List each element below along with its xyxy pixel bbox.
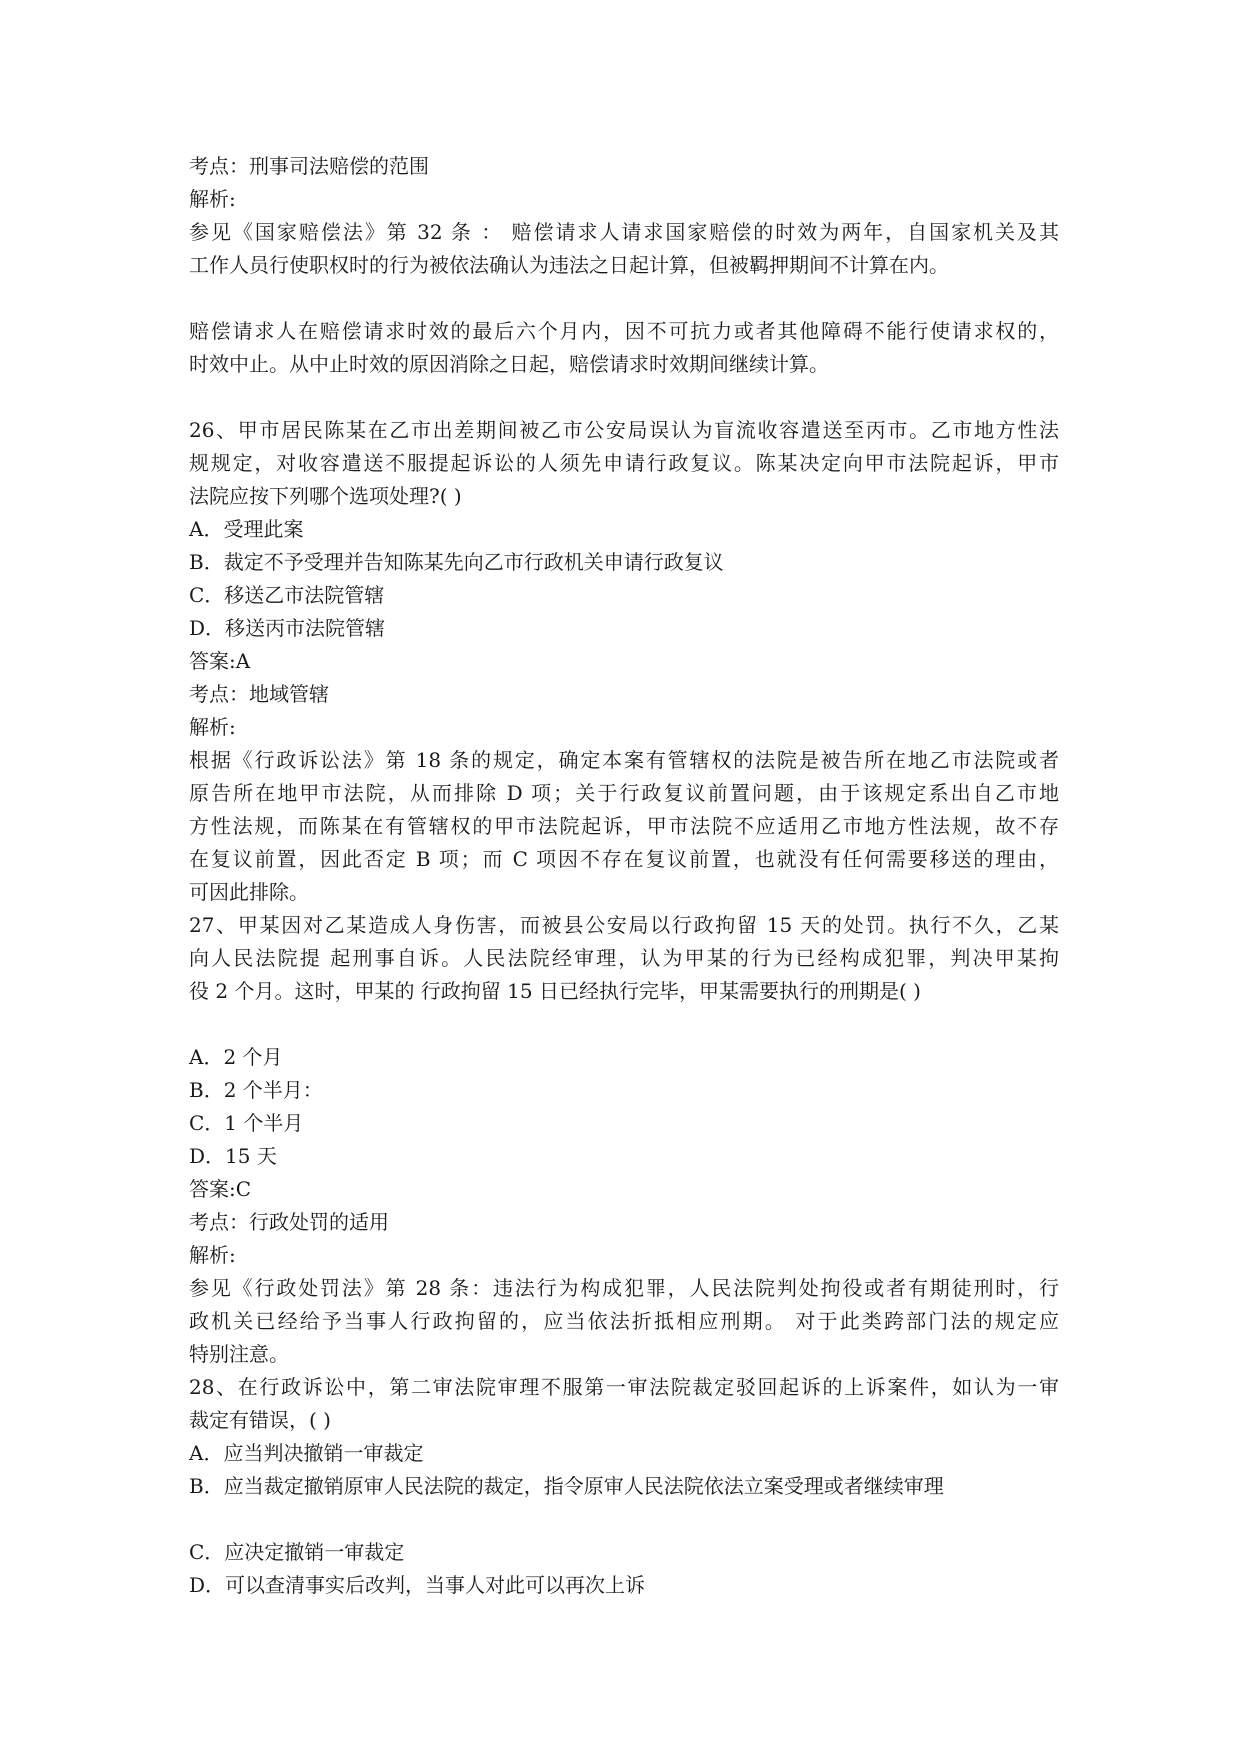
text-line: 规规定，对收容遣送不服提起诉讼的人须先申请行政复议。陈某决定向甲市法院起诉，甲市 — [189, 451, 1059, 475]
blank-line — [189, 1008, 1059, 1041]
text-line: 根据《行政诉讼法》第 18 条的规定，确定本案有管辖权的法院是被告所在地乙市法院或者 — [189, 748, 1059, 772]
text-line: B．裁定不予受理并告知陈某先向乙市行政机关申请行政复议 — [189, 550, 724, 574]
text-line: 考点：地域管辖 — [189, 682, 329, 706]
text-line: 特别注意。 — [189, 1342, 289, 1366]
text-line: 裁定有错误，( ) — [189, 1408, 331, 1432]
text-line: 26、甲市居民陈某在乙市出差期间被乙市公安局误认为盲流收容遣送至丙市。乙市地方性法 — [189, 418, 1059, 442]
text-line: 在复议前置，因此否定 B 项；而 C 项因不存在复议前置，也就没有任何需要移送的理由， — [189, 847, 1059, 871]
text-line: C．1 个半月 — [189, 1111, 304, 1135]
text-line: 解析: — [189, 715, 236, 739]
text-line: C．移送乙市法院管辖 — [189, 583, 385, 607]
text-line: A．2 个月 — [189, 1045, 283, 1069]
text-line: 解析: — [189, 1243, 236, 1267]
text-line: 参见《国家赔偿法》第 32 条 ： 赔偿请求人请求国家赔偿的时效为两年，自国家机关及其 — [189, 220, 1059, 244]
text-line: 向人民法院提 起刑事自诉。人民法院经审理，认为甲某的行为已经构成犯罪，判决甲某拘 — [189, 946, 1059, 970]
text-line: D．可以查清事实后改判，当事人对此可以再次上诉 — [189, 1573, 646, 1597]
blank-line — [189, 1503, 1059, 1536]
text-line: 28、在行政诉讼中，第二审法院审理不服第一审法院裁定驳回起诉的上诉案件，如认为一审 — [189, 1375, 1059, 1399]
text-line: 工作人员行使职权时的行为被依法确认为违法之日起计算，但被羁押期间不计算在内。 — [189, 253, 949, 277]
text-line: D．移送丙市法院管辖 — [189, 616, 386, 640]
text-line: 赔偿请求人在赔偿请求时效的最后六个月内，因不可抗力或者其他障碍不能行使请求权的， — [189, 319, 1059, 343]
text-line: 原告所在地甲市法院，从而排除 D 项；关于行政复议前置问题，由于该规定系出自乙市地 — [189, 781, 1059, 805]
text-line: 答案:A — [189, 649, 251, 673]
text-line: A．受理此案 — [189, 517, 304, 541]
text-line: 政机关已经给予当事人行政拘留的，应当依法折抵相应刑期。 对于此类跨部门法的规定应 — [189, 1309, 1059, 1333]
text-line: 可因此排除。 — [189, 880, 309, 904]
text-line: 考点：行政处罚的适用 — [189, 1210, 389, 1234]
blank-line — [189, 282, 1059, 315]
text-line: 解析: — [189, 187, 236, 211]
text-line: 考点：刑事司法赔偿的范围 — [189, 154, 429, 178]
text-line: 27、甲某因对乙某造成人身伤害，而被县公安局以行政拘留 15 天的处罚。执行不久，乙某 — [189, 913, 1059, 937]
text-line: 参见《行政处罚法》第 28 条：违法行为构成犯罪，人民法院判处拘役或者有期徒刑时，行 — [189, 1276, 1059, 1300]
text-line: 答案:C — [189, 1177, 252, 1201]
text-line: C．应决定撤销一审裁定 — [189, 1540, 405, 1564]
text-line: B．应当裁定撤销原审人民法院的裁定，指令原审人民法院依法立案受理或者继续审理 — [189, 1474, 944, 1498]
text-line: B．2 个半月： — [189, 1078, 323, 1102]
text-line: D．15 天 — [189, 1144, 277, 1168]
text-line: 方性法规，而陈某在有管辖权的甲市法院起诉，甲市法院不应适用乙市地方性法规，故不存 — [189, 814, 1059, 838]
text-line: 时效中止。从中止时效的原因消除之日起，赔偿请求时效期间继续计算。 — [189, 352, 829, 376]
text-line: A．应当判决撤销一审裁定 — [189, 1441, 424, 1465]
text-line: 役 2 个月。这时，甲某的 行政拘留 15 日已经执行完毕，甲某需要执行的刑期是( ) — [189, 979, 921, 1003]
text-line: 法院应按下列哪个选项处理?( ) — [189, 484, 462, 508]
blank-line — [189, 381, 1059, 414]
document-page — [189, 150, 1059, 1602]
